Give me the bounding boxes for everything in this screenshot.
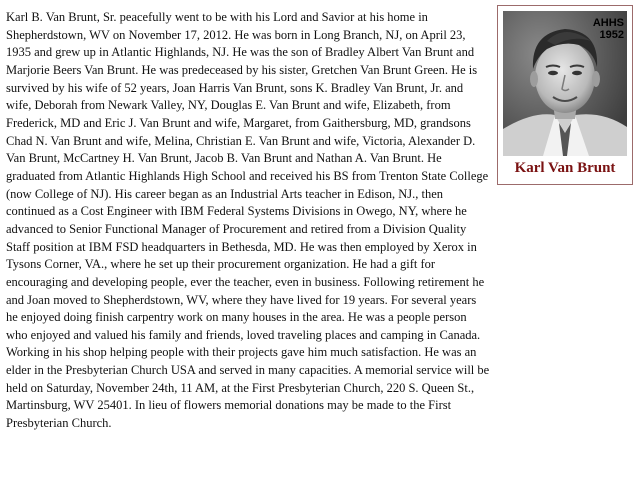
photo-caption: Karl Van Brunt: [514, 160, 616, 176]
yearbook-stamp: [593, 17, 624, 41]
stamp-school: AHHS: [592, 17, 624, 29]
stamp-year: 1952: [599, 29, 624, 41]
yearbook-photo-frame: [497, 5, 633, 185]
portrait-photo: [503, 11, 627, 156]
obituary-text: Karl B. Van Brunt, Sr. peacefully went to be with his Lord and Savior at his home in Shepherdstown, WV on November 17, 2012. He was born in Long Branch, NJ, on April 23, 1935 and grew up in Atlantic Highlands, NJ. He was the son of Bradley Albert Van Brunt and Marjorie Beers Van Brunt. He was predeceased by his sister, Gretchen Van Brunt Green. He is survived by his wife of 52 years, Joan Harris Van Brunt, sons K. Bradley Van Brunt, Jr. and wife, Deborah from Newark Valley, NY, Douglas E. Van Brunt and wife, Elizabeth, from Frederick, MD and Eric J. Van Brunt and wife, Margaret, from Gaithersburg, MD, grandsons Chad N. Van Brunt and wife, Melina, Christian E. Van Brunt and wife, Victoria, Alexander D. Van Brunt, McCartney H. Van Brunt, Jacob B. Van Brunt and Nathan A. Van Brunt. He graduated from Atlantic Highlands High School and received his BS from Trenton State College (now College of NJ). His career began as an Industrial Arts teacher in Edison, NJ., then continued as a Cost Engineer with IBM Federal Systems Divisions in Owego, NY, where he advanced to Senior Functional Manager of Procurement and retired from a Division Quality Staff position at IBM FSD headquarters in Bethesda, MD. He was then employed by Xerox in Tysons Corner, VA., where he set up their procurement organization. He had a gift for encouraging and developing people, ever the teacher, even in business. Following retirement he and Joan moved to Shepherdstown, WV, where they have lived for 19 years. For several years he enjoyed doing finish carpentry work on many houses in the area. He was a people person who enjoyed and valued his family and friends, loved traveling places and camping in Canada. Working in his shop helping people with their projects gave him much satisfaction. He was an elder in the Presbyterian Church USA and served in many capacities. A memorial service will be held on Saturday, November 24th, 11 AM, at the First Presbyterian Church, 220 S. Queen St., Martinsburg, WV 25401. In lieu of flowers memorial donations may be made to the First Presbyterian Church.: [6, 10, 490, 431]
